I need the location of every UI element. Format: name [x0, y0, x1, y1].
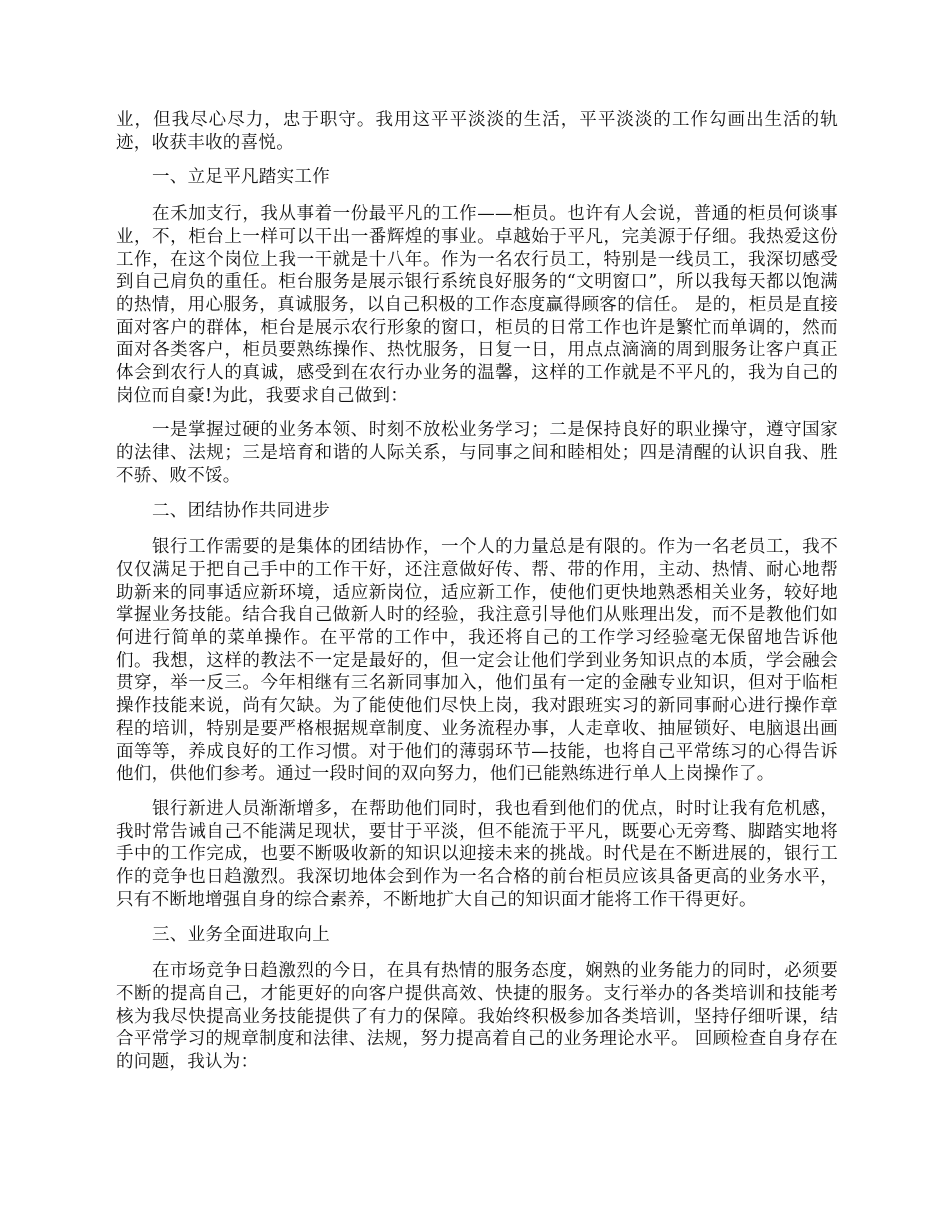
paragraph-teller-work: 在禾加支行，我从事着一份最平凡的工作——柜员。也许有人会说，普通的柜员何谈事业，不，柜台上一样可以干出一番辉煌的事业。卓越始于平凡，完美源于仔细。我热爱这份工作，在这个岗位上我一干就是十八年。作为一名农行员工，特别是一线员工，我深切感受到自己肩负的重任。柜台服务是展示银行系统良好服务的“文明窗口”，所以我每天都以饱满的热情，用心服务，真诚服务，以自己积极的工作态度赢得顾客的信任。 是的，柜员是直接面对客户的群体，柜台是展示农行形象的窗口，柜员的日常工作也许是繁忙而单调的，然而面对各类客户，柜员要熟练操作、热忱服务，日复一日，用点点滴滴的周到服务让客户真正体会到农行人的真诚，感受到在农行办业务的温馨，这样的工作就是不平凡的，我为自己的岗位而自豪!为此，我要求自己做到： [116, 204, 838, 406]
section-heading-3: 三、业务全面进取向上 [152, 924, 330, 945]
document-body [116, 109, 838, 1086]
paragraph-training: 在市场竞争日趋激烈的今日，在具有热情的服务态度，娴熟的业务能力的同时，必须要不断的提高自己，才能更好的向客户提供高效、快捷的服务。支行举办的各类培训和技能考核为我尽快提高业务技能提供了有力的保障。我始终积极参加各类培训，坚持仔细听课，结合平常学习的规章制度和法律、法规，努力提高着自己的业务理论水平。 回顾检查自身存在的问题，我认为： [116, 961, 838, 1073]
section-heading-2: 二、团结协作共同进步 [152, 500, 330, 521]
section-heading-1: 一、立足平凡踏实工作 [152, 167, 330, 188]
paragraph-requirements: 一是掌握过硬的业务本领、时刻不放松业务学习；二是保持良好的职业操守，遵守国家的法律、法规；三是培育和谐的人际关系，与同事之间和睦相处；四是清醒的认识自我、胜不骄、败不馁。 [116, 420, 838, 486]
paragraph-continuation: 业，但我尽心尽力，忠于职守。我用这平平淡淡的生活，平平淡淡的工作勾画出生活的轨迹，收获丰收的喜悦。 [116, 110, 838, 153]
paragraph-new-staff: 银行新进人员渐渐增多，在帮助他们同时，我也看到他们的优点，时时让我有危机感，我时常告诫自己不能满足现状，要甘于平淡，但不能流于平凡，既要心无旁骛、脚踏实地将手中的工作完成，也要不断吸收新的知识以迎接未来的挑战。时代是在不断进展的，银行工作的竞争也日趋激烈。我深切地体会到作为一名合格的前台柜员应该具备更高的业务水平，只有不断地增强自身的综合素养，不断地扩大自己的知识面才能将工作干得更好。 [116, 798, 838, 910]
paragraph-teamwork: 银行工作需要的是集体的团结协作，一个人的力量总是有限的。作为一名老员工，我不仅仅满足于把自己手中的工作干好，还注意做好传、帮、带的作用，主动、热情、耐心地帮助新来的同事适应新环境，适应新岗位，适应新工作，使他们更快地熟悉相关业务，较好地掌握业务技能。结合我自己做新人时的经验，我注意引导他们从账理出发，而不是教他们如何进行简单的菜单操作。在平常的工作中，我还将自己的工作学习经验毫无保留地告诉他们。我想，这样的教法不一定是最好的，但一定会让他们学到业务知识点的本质，学会融会贯穿，举一反三。今年相继有三名新同事加入，他们虽有一定的金融专业知识，但对于临柜操作技能来说，尚有欠缺。为了能使他们尽快上岗，我对跟班实习的新同事耐心进行操作章程的培训，特别是要严格根据规章制度、业务流程办事，人走章收、抽屉锁好、电脑退出画面等等，养成良好的工作习惯。对于他们的薄弱环节—技能，也将自己平常练习的心得告诉他们，供他们参考。通过一段时间的双向努力，他们已能熟练进行单人上岗操作了。 [116, 537, 838, 785]
